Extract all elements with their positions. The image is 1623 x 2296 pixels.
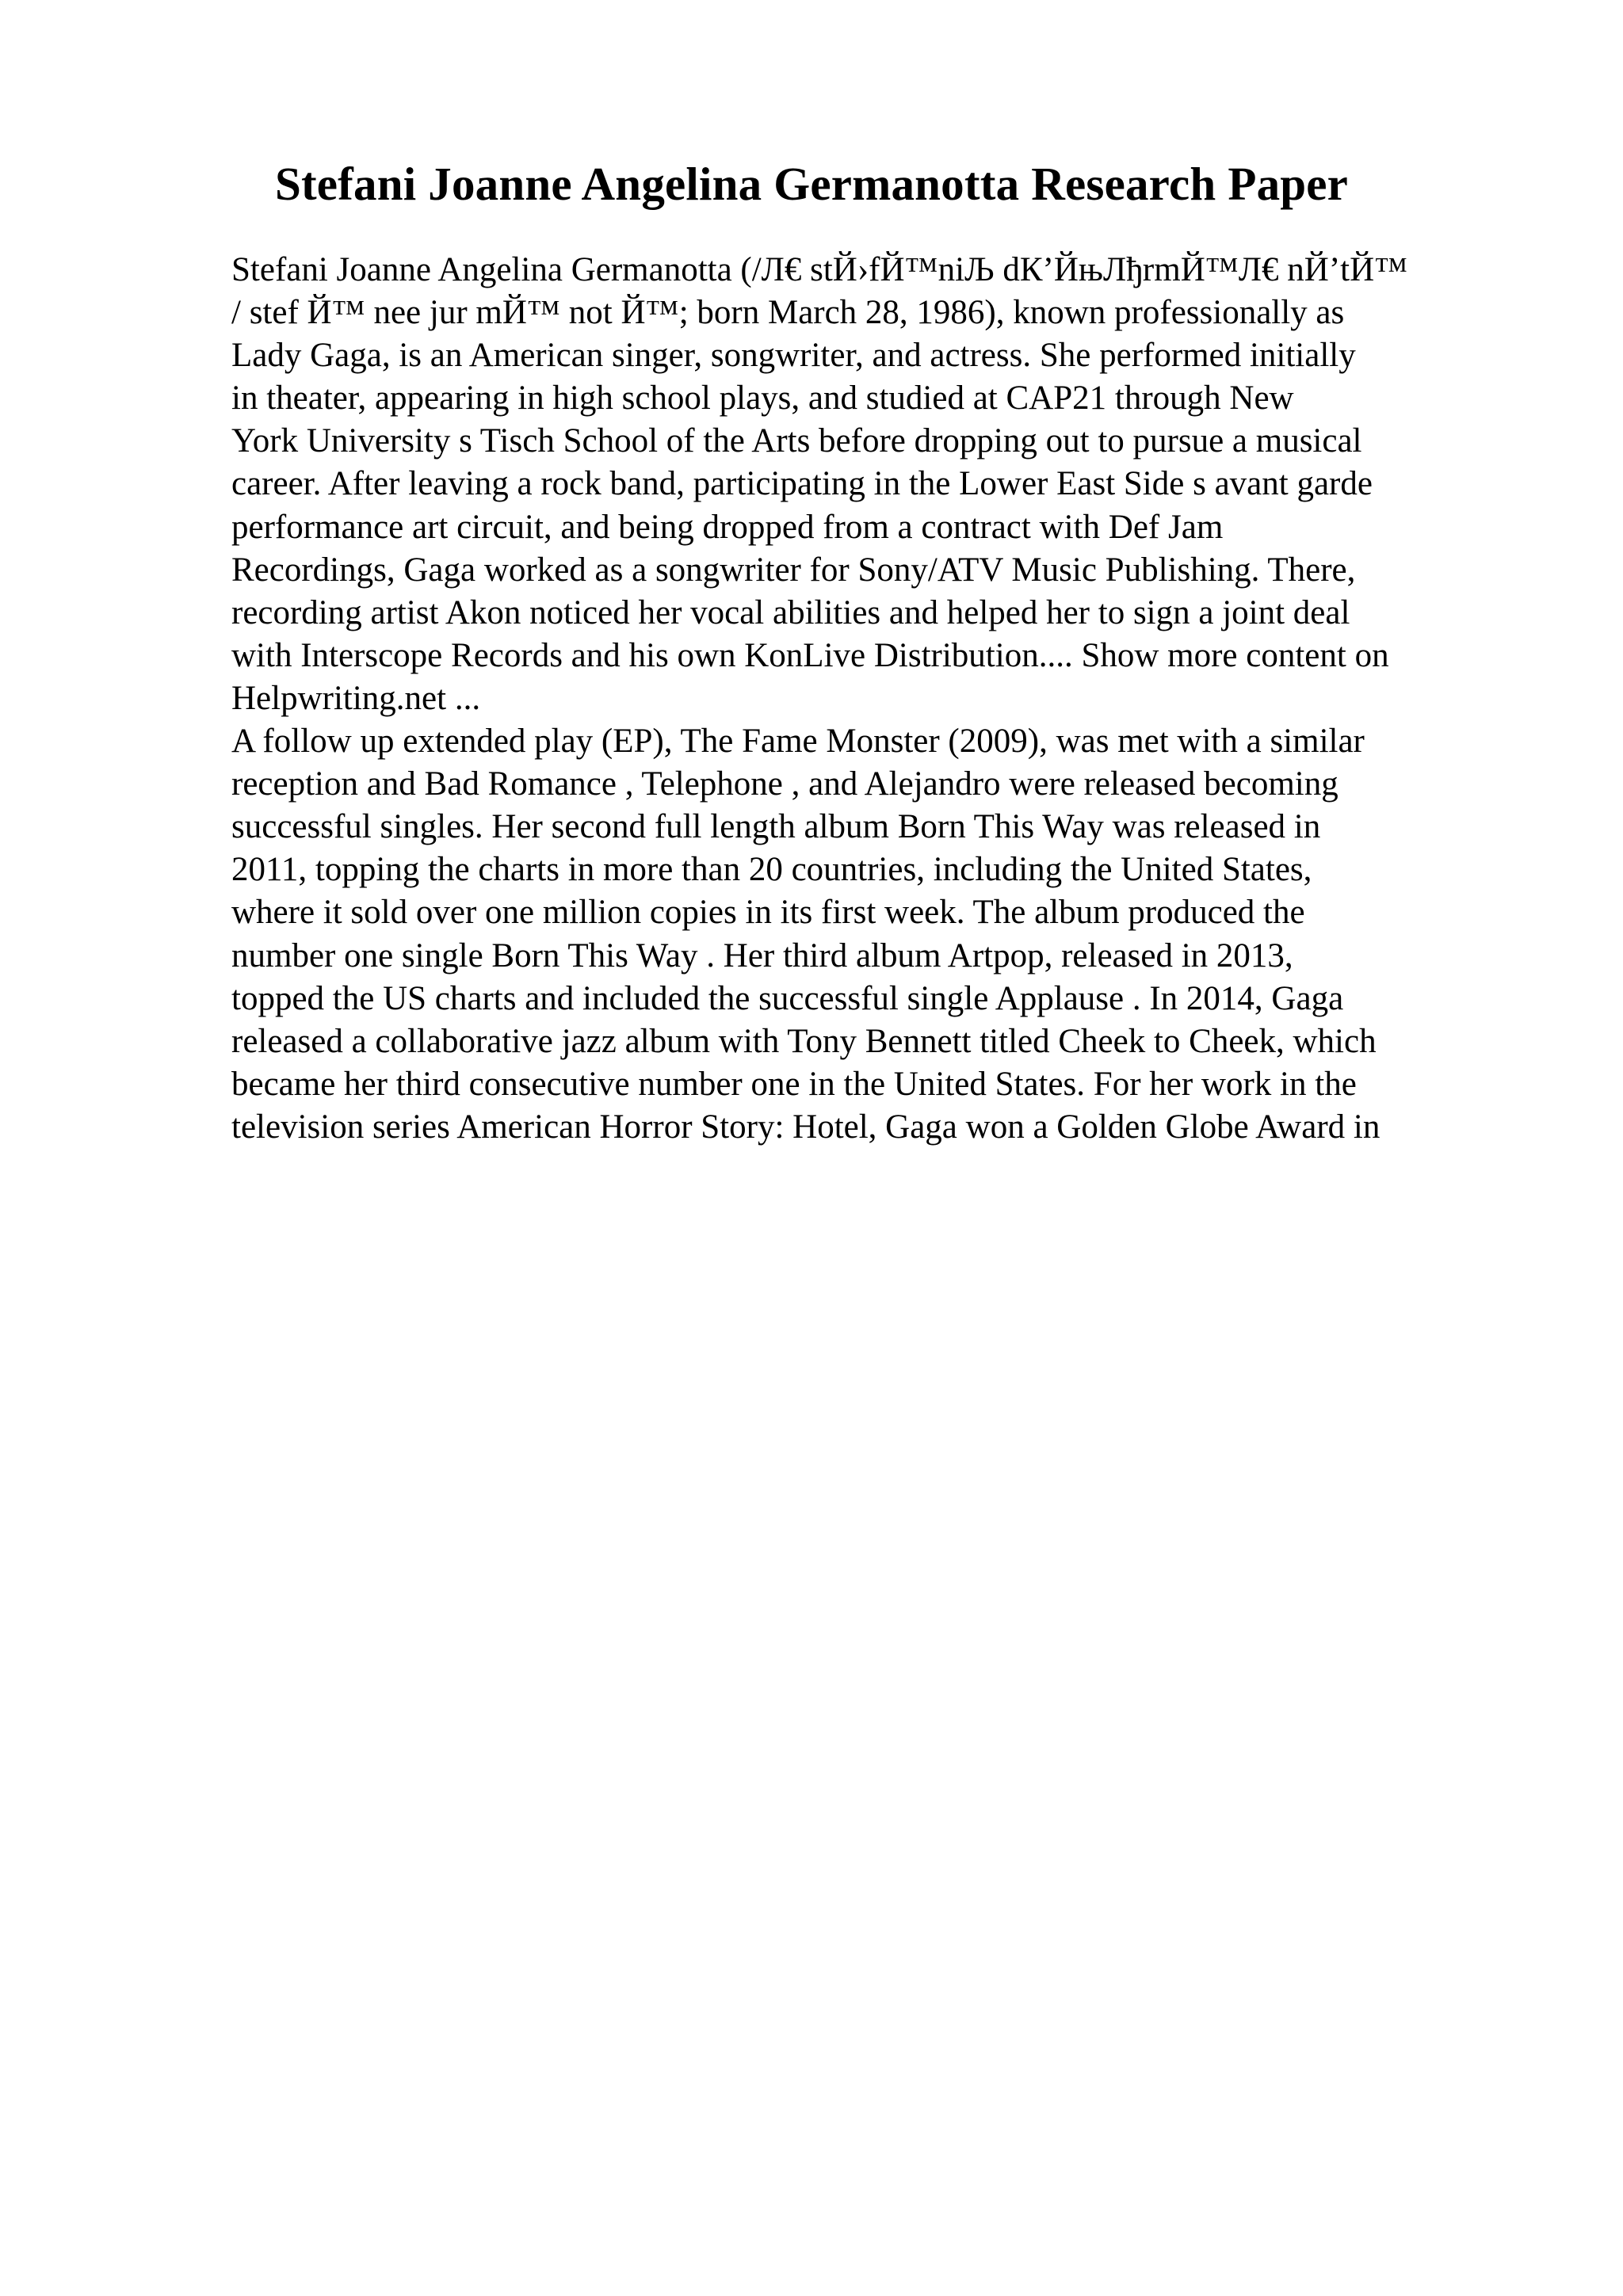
body-line: television series American Horror Story: Hotel, Gaga won a Golden Globe Award in	[231, 1108, 1381, 1146]
body-line: / stef Й™ nee jur mЙ™ not Й™; born March 28, 1986), known professionally as	[231, 294, 1345, 332]
body-line: Helpwriting.net ...	[231, 679, 481, 717]
body-line: in theater, appearing in high school plays, and studied at CAP21 through New	[231, 379, 1294, 418]
body-line: A follow up extended play (EP), The Fame Monster (2009), was met with a similar	[231, 723, 1365, 761]
body-line: number one single Born This Way . Her third album Artpop, released in 2013,	[231, 936, 1293, 974]
document-body	[231, 249, 1515, 1149]
body-line: with Interscope Records and his own KonLive Distribution.... Show more content on	[231, 636, 1389, 674]
body-line: career. After leaving a rock band, participating in the Lower East Side s avant garde	[231, 465, 1373, 503]
body-line: released a collaborative jazz album with Tony Bennett titled Cheek to Cheek, which	[231, 1022, 1377, 1060]
body-line: where it sold over one million copies in its first week. The album produced the	[231, 894, 1305, 932]
body-line: Stefani Joanne Angelina Germanotta (/Л€ stЙ›fЙ™niЉ dК’ЙњЛђrmЙ™Л€ nЙ’tЙ™	[231, 251, 1408, 288]
document-title: Stefani Joanne Angelina Germanotta Research Paper	[274, 158, 1349, 210]
body-line: recording artist Akon noticed her vocal abilities and helped her to sign a joint deal	[231, 593, 1350, 631]
body-line: became her third consecutive number one in the United States. For her work in the	[231, 1065, 1357, 1103]
body-line: performance art circuit, and being dropped from a contract with Def Jam	[231, 508, 1224, 546]
body-line: reception and Bad Romance , Telephone , and Alejandro were released becoming	[231, 765, 1338, 803]
body-line: Recordings, Gaga worked as a songwriter for Sony/ATV Music Publishing. There,	[231, 551, 1356, 589]
body-line: topped the US charts and included the successful single Applause . In 2014, Gaga	[231, 979, 1344, 1017]
body-line: successful singles. Her second full length album Born This Way was released in	[231, 808, 1321, 846]
body-line: York University s Tisch School of the Arts before dropping out to pursue a musical	[231, 422, 1362, 460]
body-line: 2011, topping the charts in more than 20 countries, including the United States,	[231, 851, 1312, 889]
body-line: Lady Gaga, is an American singer, songwriter, and actress. She performed initially	[231, 337, 1356, 375]
